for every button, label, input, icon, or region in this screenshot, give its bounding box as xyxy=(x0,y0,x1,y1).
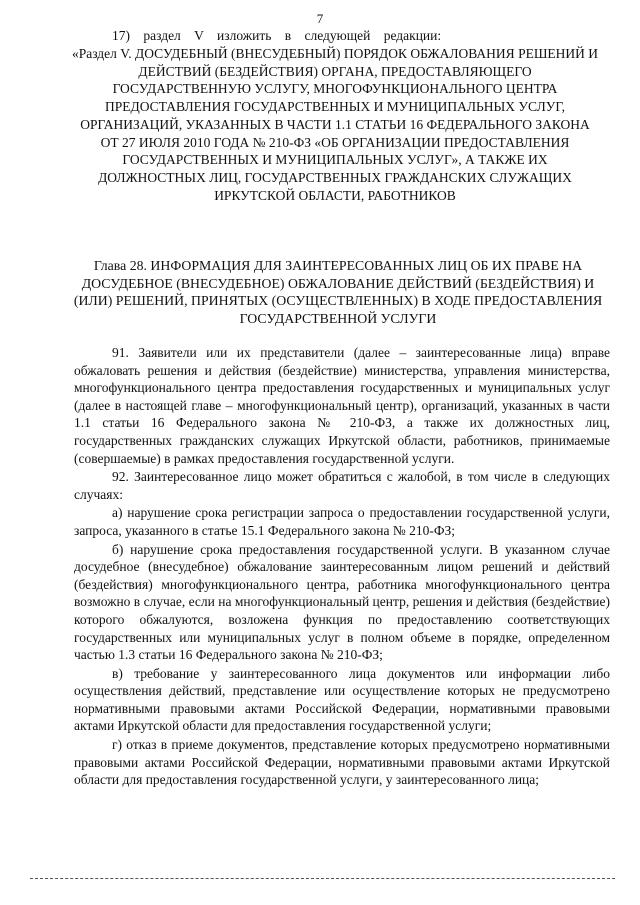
document-body xyxy=(74,344,610,790)
paragraph-92: 92. Заинтересованное лицо может обратиться с жалобой, в том числе в следующих случаях: xyxy=(74,469,610,502)
paragraph-91: 91. Заявители или их представители (далее – заинтересованные лица) вправе обжаловать решения и действия (бездействие) министерства, управления министерства, многофункционального центра предоставления государственных и муниципальных услуг (далее в настоящей главе – многофункциональный центр), организаций, указанных в части 1.1 статьи 16 Федерального закона № 210-ФЗ, а также их должностных лиц, государственных гражданских служащих Иркутской области, работников, принимаемые (совершаемые) в рамках предоставления государственной услуги. xyxy=(74,345,610,466)
list-item-v: в) требование у заинтересованного лица документов или информации либо осуществления действий, представление или осуществление которых не предусмотрено нормативными правовыми актами Российской Федерации, нормативными правовыми актами Иркутской области для предоставления государственной услуги; xyxy=(74,665,610,734)
list-item-g: г) отказ в приеме документов, представление которых предусмотрено нормативными правовыми актами Российской Федерации, нормативными правовыми актами Иркутской области для предоставления государственной услуги, у заинтересованного лица; xyxy=(74,737,610,788)
list-item-b: б) нарушение срока предоставления государственной услуги. В указанном случае досудебное (внесудебное) обжалование заинтересованным лицом решений и действий (бездействия) многофункционального центра, работника многофункционального центра возможно в случае, если на многофункциональный центр, решения и действия (бездействие) которого обжалуются, возложена функция по предоставлению соответствующих государственных или муниципальных услуг в полном объеме в порядке, определенном частью 1.3 статьи 16 Федерального закона № 210-ФЗ; xyxy=(74,541,610,663)
footer-divider xyxy=(30,878,615,879)
list-item-a: а) нарушение срока регистрации запроса о предоставлении государственной услуги, запроса, указанного в статье 15.1 Федерального закона № 210-ФЗ; xyxy=(74,505,610,538)
amendment-intro: 17) раздел V изложить в следующей редакции: xyxy=(112,28,442,43)
section-title: «Раздел V. ДОСУДЕБНЫЙ (ВНЕСУДЕБНЫЙ) ПОРЯДОК ОБЖАЛОВАНИЯ РЕШЕНИЙ И ДЕЙСТВИЙ (БЕЗДЕЙСТВИЯ) ОРГАНА, ПРЕДОСТАВЛЯЮЩЕГО ГОСУДАРСТВЕННУЮ УСЛУГУ, МНОГОФУНКЦИОНАЛЬНОГО ЦЕНТРА ПРЕДОСТАВЛЕНИЯ ГОСУДАРСТВЕННЫХ И МУНИЦИПАЛЬНЫХ УСЛУГ, ОРГАНИЗАЦИЙ, УКАЗАННЫХ В ЧАСТИ 1.1 СТАТЬИ 16 ФЕДЕРАЛЬНОГО ЗАКОНА ОТ 27 ИЮЛЯ 2010 ГОДА № 210-ФЗ «ОБ ОРГАНИЗАЦИИ ПРЕДОСТАВЛЕНИЯ ГОСУДАРСТВЕННЫХ И МУНИЦИПАЛЬНЫХ УСЛУГ», А ТАКЖЕ ИХ ДОЛЖНОСТНЫХ ЛИЦ, ГОСУДАРСТВЕННЫХ ГРАЖДАНСКИХ СЛУЖАЩИХ ИРКУТСКОЙ ОБЛАСТИ, РАБОТНИКОВ xyxy=(71,46,599,203)
chapter-title: Глава 28. ИНФОРМАЦИЯ ДЛЯ ЗАИНТЕРЕСОВАННЫХ ЛИЦ ОБ ИХ ПРАВЕ НА ДОСУДЕБНОЕ (ВНЕСУДЕБНОЕ) ОБЖАЛОВАНИЕ ДЕЙСТВИЙ (БЕЗДЕЙСТВИЯ) И (ИЛИ) РЕШЕНИЙ, ПРИНЯТЫХ (ОСУЩЕСТВЛЕННЫХ) В ХОДЕ ПРЕДОСТАВЛЕНИЯ ГОСУДАРСТВЕННОЙ УСЛУГИ xyxy=(73,258,603,327)
page-number: 7 xyxy=(316,11,324,26)
